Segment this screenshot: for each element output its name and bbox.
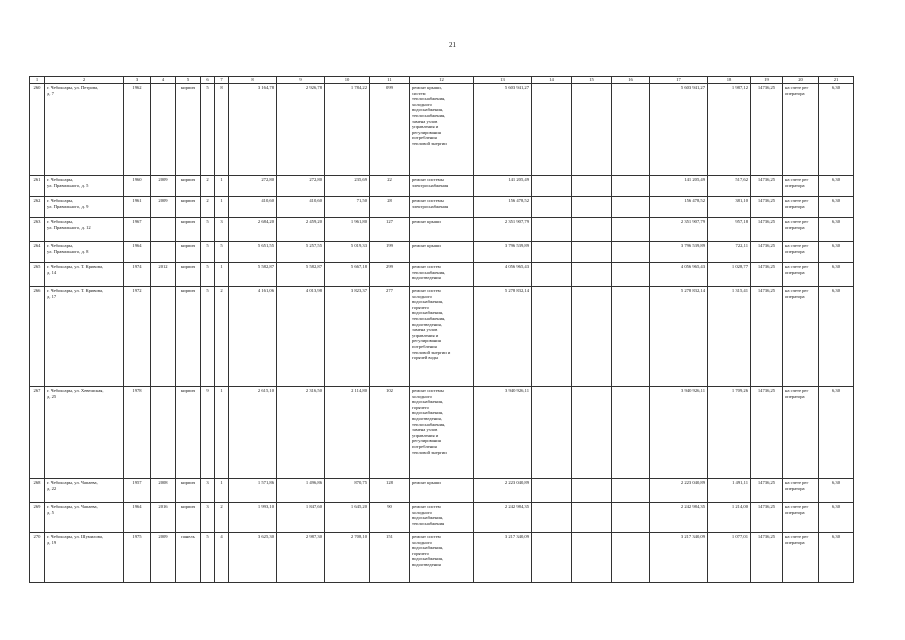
cell-cost-owners: 3 940 926,11 xyxy=(650,387,708,479)
cell-area-living: 2 316,50 xyxy=(277,387,325,479)
cell-area-total: 1 571,86 xyxy=(229,479,277,503)
cell-max-cost: 14736,25 xyxy=(751,387,783,479)
column-number-cell: 3 xyxy=(124,77,151,84)
cell-address: г. Чебоксары, ул. Правильного, д. 8 xyxy=(45,242,124,263)
cell-c14 xyxy=(532,84,572,176)
cell-cost-owners: 5 603 941,27 xyxy=(650,84,708,176)
cell-material: кирпич xyxy=(176,197,201,218)
cell-entrances: 8 xyxy=(215,84,229,176)
cell-c14 xyxy=(532,287,572,387)
cell-floors: 5 xyxy=(201,263,215,287)
cell-c15 xyxy=(572,263,612,287)
cell-year-repair: 2016 xyxy=(151,503,176,533)
cell-works: ремонт крыши, систем теплоснабжения, холодного водоснабжения, теплоснабжения, замена узлов управления и регулирования потребления тепловой энергии xyxy=(410,84,474,176)
column-number-cell: 18 xyxy=(708,77,751,84)
cell-year-repair xyxy=(151,218,176,242)
cell-area-total: 3 625,30 xyxy=(229,533,277,583)
column-number-cell: 12 xyxy=(410,77,474,84)
column-number-cell: 14 xyxy=(532,77,572,84)
cell-year-repair: 2009 xyxy=(151,176,176,197)
cell-address: г. Чебоксары, ул. Хевешская, д. 25 xyxy=(45,387,124,479)
cell-c15 xyxy=(572,242,612,263)
column-number-cell: 21 xyxy=(819,77,854,84)
cell-year-built: 1978 xyxy=(124,387,151,479)
table-row xyxy=(30,197,854,218)
cell-floors: 5 xyxy=(201,242,215,263)
cell-address: г. Чебоксары, ул. Правильного, д. 5 xyxy=(45,176,124,197)
cell-year-built: 1964 xyxy=(124,503,151,533)
page-number: 21 xyxy=(449,41,456,49)
cell-c14 xyxy=(532,242,572,263)
cell-year-built: 1967 xyxy=(124,218,151,242)
cell-c14 xyxy=(532,479,572,503)
cell-method: на счете рег оператора xyxy=(783,176,819,197)
cell-area-res: 5 667,18 xyxy=(325,263,370,287)
cell-area-living: 2 459,20 xyxy=(277,218,325,242)
cell-cost-total: 3 796 539,89 xyxy=(474,242,532,263)
column-number-cell: 10 xyxy=(325,77,370,84)
cell-c14 xyxy=(532,197,572,218)
cell-area-living: 410,60 xyxy=(277,197,325,218)
table-row xyxy=(30,84,854,176)
cell-cost-owners: 5 278 832,14 xyxy=(650,287,708,387)
cell-year-repair: 2009 xyxy=(151,533,176,583)
cell-c16 xyxy=(612,287,650,387)
cell-material: кирпич xyxy=(176,479,201,503)
cell-entrances: 1 xyxy=(215,263,229,287)
cell-max-cost: 14736,25 xyxy=(751,479,783,503)
cell-area-res: 2 708,10 xyxy=(325,533,370,583)
column-number-row xyxy=(30,77,854,84)
cell-area-res: 1 961,80 xyxy=(325,218,370,242)
cell-term: 6,30 xyxy=(819,503,854,533)
cell-max-cost: 14736,25 xyxy=(751,218,783,242)
cell-address: г. Чебоксары, ул. Чапаева, д. 5 xyxy=(45,503,124,533)
cell-year-repair xyxy=(151,84,176,176)
cell-c15 xyxy=(572,218,612,242)
cell-entrances: 1 xyxy=(215,479,229,503)
cell-cost-owners: 156 478,52 xyxy=(650,197,708,218)
cell-cost-total: 2 351 907,79 xyxy=(474,218,532,242)
cell-c16 xyxy=(612,479,650,503)
column-number-cell: 4 xyxy=(151,77,176,84)
table-row xyxy=(30,176,854,197)
cell-works: ремонт системы электроснабжения xyxy=(410,176,474,197)
cell-residents: 127 xyxy=(370,218,410,242)
cell-term: 6,30 xyxy=(819,533,854,583)
cell-area-total: 1 993,10 xyxy=(229,503,277,533)
cell-n: 270 xyxy=(30,533,45,583)
cell-c14 xyxy=(532,176,572,197)
cell-area-total: 272,80 xyxy=(229,176,277,197)
cell-material: кирпич xyxy=(176,287,201,387)
cell-year-repair xyxy=(151,287,176,387)
cell-n: 269 xyxy=(30,503,45,533)
cell-area-res: 1 784,22 xyxy=(325,84,370,176)
cell-c16 xyxy=(612,218,650,242)
cell-method: на счете рег оператора xyxy=(783,84,819,176)
column-number-cell: 7 xyxy=(215,77,229,84)
cell-term: 6,30 xyxy=(819,176,854,197)
cell-year-repair xyxy=(151,387,176,479)
cell-cost-owners: 3 217 340,09 xyxy=(650,533,708,583)
cell-method: на счете рег оператора xyxy=(783,479,819,503)
cell-n: 260 xyxy=(30,84,45,176)
cell-area-res: 2 114,80 xyxy=(325,387,370,479)
cell-address: г. Чебоксары, ул. Чапаева, д. 22 xyxy=(45,479,124,503)
cell-method: на счете рег оператора xyxy=(783,263,819,287)
cell-c15 xyxy=(572,176,612,197)
cell-area-living: 2 926,78 xyxy=(277,84,325,176)
cell-year-repair: 2008 xyxy=(151,479,176,503)
cell-material: кирпич xyxy=(176,176,201,197)
table-row xyxy=(30,533,854,583)
cell-c14 xyxy=(532,503,572,533)
cell-residents: 151 xyxy=(370,533,410,583)
cell-entrances: 1 xyxy=(215,197,229,218)
cell-max-cost: 14736,25 xyxy=(751,503,783,533)
cell-c15 xyxy=(572,503,612,533)
cell-entrances: 4 xyxy=(215,533,229,583)
cell-unit-cost: 1 077,01 xyxy=(708,533,751,583)
cell-area-living: 4 013,98 xyxy=(277,287,325,387)
cell-max-cost: 14736,25 xyxy=(751,533,783,583)
cell-max-cost: 14736,25 xyxy=(751,287,783,387)
cell-area-living: 1 496,86 xyxy=(277,479,325,503)
cell-c15 xyxy=(572,287,612,387)
cell-method: на счете рег оператора xyxy=(783,503,819,533)
cell-area-total: 3 164,78 xyxy=(229,84,277,176)
table-row xyxy=(30,387,854,479)
cell-address: г. Чебоксары, ул. Правильного, д. 12 xyxy=(45,218,124,242)
cell-residents: 299 xyxy=(370,263,410,287)
cell-c16 xyxy=(612,387,650,479)
cell-year-built: 1957 xyxy=(124,479,151,503)
cell-n: 267 xyxy=(30,387,45,479)
cell-n: 262 xyxy=(30,197,45,218)
cell-year-built: 1975 xyxy=(124,533,151,583)
cell-cost-total: 3 217 340,09 xyxy=(474,533,532,583)
cell-unit-cost: 957,18 xyxy=(708,218,751,242)
cell-residents: 099 xyxy=(370,84,410,176)
cell-works: ремонт систем холодного водоснабжения, горячего водоснабжения, теплоснабжения, водоотведения, замена узлов управления и регулирования потребления тепловой энергии и горячей воды xyxy=(410,287,474,387)
cell-area-res: 1 645,20 xyxy=(325,503,370,533)
cell-address: г. Чебоксары, ул. Шумилова, д. 19 xyxy=(45,533,124,583)
cell-method: на счете рег оператора xyxy=(783,387,819,479)
cell-cost-total: 2 223 040,89 xyxy=(474,479,532,503)
cell-material: кирпич xyxy=(176,242,201,263)
cell-unit-cost: 1 709,26 xyxy=(708,387,751,479)
cell-c14 xyxy=(532,263,572,287)
cell-max-cost: 14736,25 xyxy=(751,263,783,287)
cell-entrances: 2 xyxy=(215,503,229,533)
cell-floors: 3 xyxy=(201,479,215,503)
column-number-cell: 8 xyxy=(229,77,277,84)
column-number-cell: 9 xyxy=(277,77,325,84)
cell-term: 6,30 xyxy=(819,84,854,176)
cell-material: кирпич xyxy=(176,263,201,287)
cell-cost-owners: 3 796 539,89 xyxy=(650,242,708,263)
cell-entrances: 1 xyxy=(215,176,229,197)
column-number-cell: 15 xyxy=(572,77,612,84)
cell-cost-owners: 2 351 907,79 xyxy=(650,218,708,242)
table-row xyxy=(30,287,854,387)
cell-material: кирпич xyxy=(176,387,201,479)
cell-works: ремонт крыши xyxy=(410,242,474,263)
cell-cost-total: 156 478,52 xyxy=(474,197,532,218)
cell-area-total: 4 161,06 xyxy=(229,287,277,387)
table-row xyxy=(30,479,854,503)
cell-material: кирпич xyxy=(176,218,201,242)
cell-residents: 90 xyxy=(370,503,410,533)
cell-c15 xyxy=(572,197,612,218)
cell-cost-owners: 141 205,49 xyxy=(650,176,708,197)
cell-area-res: 870,75 xyxy=(325,479,370,503)
cell-material: панель xyxy=(176,533,201,583)
cell-area-living: 5 257,55 xyxy=(277,242,325,263)
cell-area-res: 3 823,37 xyxy=(325,287,370,387)
cell-floors: 9 xyxy=(201,387,215,479)
cell-residents: 22 xyxy=(370,176,410,197)
cell-floors: 5 xyxy=(201,533,215,583)
column-number-cell: 6 xyxy=(201,77,215,84)
cell-cost-total: 2 242 984,35 xyxy=(474,503,532,533)
cell-term: 6,30 xyxy=(819,242,854,263)
cell-unit-cost: 1 028,77 xyxy=(708,263,751,287)
cell-address: г. Чебоксары, ул. Т. Кривова, д. 17 xyxy=(45,287,124,387)
cell-year-built: 1961 xyxy=(124,197,151,218)
cell-residents: 128 xyxy=(370,479,410,503)
cell-works: ремонт систем теплоснабжения, водоотведения xyxy=(410,263,474,287)
cell-method: на счете рег оператора xyxy=(783,242,819,263)
cell-method: на счете рег оператора xyxy=(783,533,819,583)
cell-floors: 5 xyxy=(201,84,215,176)
cell-works: ремонт систем холодного водоснабжения, теплоснабжения xyxy=(410,503,474,533)
cell-area-total: 2 684,20 xyxy=(229,218,277,242)
cell-c14 xyxy=(532,218,572,242)
cell-residents: 28 xyxy=(370,197,410,218)
cell-works: ремонт крыши xyxy=(410,218,474,242)
cell-area-total: 410,60 xyxy=(229,197,277,218)
cell-residents: 199 xyxy=(370,242,410,263)
column-number-cell: 17 xyxy=(650,77,708,84)
cell-year-repair: 2009 xyxy=(151,197,176,218)
cell-area-total: 2 615,10 xyxy=(229,387,277,479)
cell-unit-cost: 1 987,12 xyxy=(708,84,751,176)
cell-cost-total: 3 940 926,11 xyxy=(474,387,532,479)
cell-works: ремонт системы холодного водоснабжения, горячего водоснабжения, водоотведения, теплоснабжения, замена узлов управления и регулирования потребления тепловой энергии xyxy=(410,387,474,479)
cell-unit-cost: 381,10 xyxy=(708,197,751,218)
cell-n: 265 xyxy=(30,263,45,287)
table-row xyxy=(30,263,854,287)
table-row xyxy=(30,242,854,263)
cell-c16 xyxy=(612,242,650,263)
table-row xyxy=(30,503,854,533)
cell-entrances: 1 xyxy=(215,387,229,479)
cell-n: 263 xyxy=(30,218,45,242)
cell-unit-cost: 1 491,11 xyxy=(708,479,751,503)
cell-term: 6,30 xyxy=(819,218,854,242)
cell-max-cost: 14736,25 xyxy=(751,197,783,218)
cell-works: ремонт систем холодного водоснабжения, горячего водоснабжения, водоотведения xyxy=(410,533,474,583)
cell-method: на счете рег оператора xyxy=(783,197,819,218)
cell-address: г. Чебоксары, ул. Петрова, д. 7 xyxy=(45,84,124,176)
cell-method: на счете рег оператора xyxy=(783,287,819,387)
cell-area-res: 71,50 xyxy=(325,197,370,218)
cell-c15 xyxy=(572,479,612,503)
cell-year-built: 1964 xyxy=(124,242,151,263)
cell-works: ремонт системы электроснабжения xyxy=(410,197,474,218)
cell-n: 261 xyxy=(30,176,45,197)
cell-year-repair xyxy=(151,242,176,263)
table-row xyxy=(30,218,854,242)
cell-c14 xyxy=(532,387,572,479)
cell-c16 xyxy=(612,176,650,197)
cell-floors: 2 xyxy=(201,176,215,197)
cell-area-total: 5 582,87 xyxy=(229,263,277,287)
cell-cost-owners: 4 056 965,43 xyxy=(650,263,708,287)
cell-material: кирпич xyxy=(176,503,201,533)
cell-cost-total: 5 603 941,27 xyxy=(474,84,532,176)
column-number-cell: 13 xyxy=(474,77,532,84)
cell-area-res: 5 019,33 xyxy=(325,242,370,263)
repair-program-table xyxy=(29,76,854,583)
cell-area-living: 1 847,60 xyxy=(277,503,325,533)
column-number-cell: 11 xyxy=(370,77,410,84)
cell-max-cost: 14736,25 xyxy=(751,242,783,263)
cell-c15 xyxy=(572,533,612,583)
cell-n: 268 xyxy=(30,479,45,503)
cell-area-res: 235,69 xyxy=(325,176,370,197)
cell-floors: 5 xyxy=(201,287,215,387)
cell-address: г. Чебоксары, ул. Т. Кривова, д. 14 xyxy=(45,263,124,287)
cell-year-repair: 2012 xyxy=(151,263,176,287)
cell-cost-total: 5 278 832,14 xyxy=(474,287,532,387)
cell-method: на счете рег оператора xyxy=(783,218,819,242)
cell-c15 xyxy=(572,387,612,479)
cell-unit-cost: 722,11 xyxy=(708,242,751,263)
cell-cost-owners: 2 223 040,89 xyxy=(650,479,708,503)
cell-floors: 2 xyxy=(201,197,215,218)
cell-cost-total: 4 056 965,43 xyxy=(474,263,532,287)
column-number-cell: 5 xyxy=(176,77,201,84)
cell-term: 6,30 xyxy=(819,287,854,387)
cell-c16 xyxy=(612,84,650,176)
cell-year-built: 1974 xyxy=(124,263,151,287)
cell-c16 xyxy=(612,503,650,533)
cell-area-total: 5 651,55 xyxy=(229,242,277,263)
cell-address: г. Чебоксары, ул. Правильного, д. 9 xyxy=(45,197,124,218)
cell-entrances: 2 xyxy=(215,287,229,387)
cell-unit-cost: 1 214,00 xyxy=(708,503,751,533)
cell-n: 264 xyxy=(30,242,45,263)
cell-term: 6,30 xyxy=(819,387,854,479)
cell-c14 xyxy=(532,533,572,583)
cell-residents: 102 xyxy=(370,387,410,479)
cell-floors: 3 xyxy=(201,503,215,533)
cell-c16 xyxy=(612,263,650,287)
cell-n: 266 xyxy=(30,287,45,387)
cell-term: 6,30 xyxy=(819,197,854,218)
cell-max-cost: 14736,25 xyxy=(751,84,783,176)
cell-c16 xyxy=(612,197,650,218)
cell-area-living: 5 582,87 xyxy=(277,263,325,287)
cell-area-living: 272,80 xyxy=(277,176,325,197)
cell-c16 xyxy=(612,533,650,583)
column-number-cell: 19 xyxy=(751,77,783,84)
cell-works: ремонт крыши xyxy=(410,479,474,503)
cell-material: кирпич xyxy=(176,84,201,176)
cell-year-built: 1960 xyxy=(124,176,151,197)
cell-term: 6,30 xyxy=(819,479,854,503)
column-number-cell: 20 xyxy=(783,77,819,84)
cell-unit-cost: 1 315,41 xyxy=(708,287,751,387)
column-number-cell: 2 xyxy=(45,77,124,84)
cell-entrances: 3 xyxy=(215,218,229,242)
cell-cost-total: 141 205,49 xyxy=(474,176,532,197)
cell-unit-cost: 517,62 xyxy=(708,176,751,197)
cell-residents: 277 xyxy=(370,287,410,387)
cell-term: 6,30 xyxy=(819,263,854,287)
column-number-cell: 1 xyxy=(30,77,45,84)
cell-area-living: 2 987,30 xyxy=(277,533,325,583)
cell-year-built: 1972 xyxy=(124,287,151,387)
cell-entrances: 5 xyxy=(215,242,229,263)
column-number-cell: 16 xyxy=(612,77,650,84)
cell-year-built: 1962 xyxy=(124,84,151,176)
cell-cost-owners: 2 242 984,35 xyxy=(650,503,708,533)
cell-max-cost: 14736,25 xyxy=(751,176,783,197)
cell-floors: 5 xyxy=(201,218,215,242)
cell-c15 xyxy=(572,84,612,176)
